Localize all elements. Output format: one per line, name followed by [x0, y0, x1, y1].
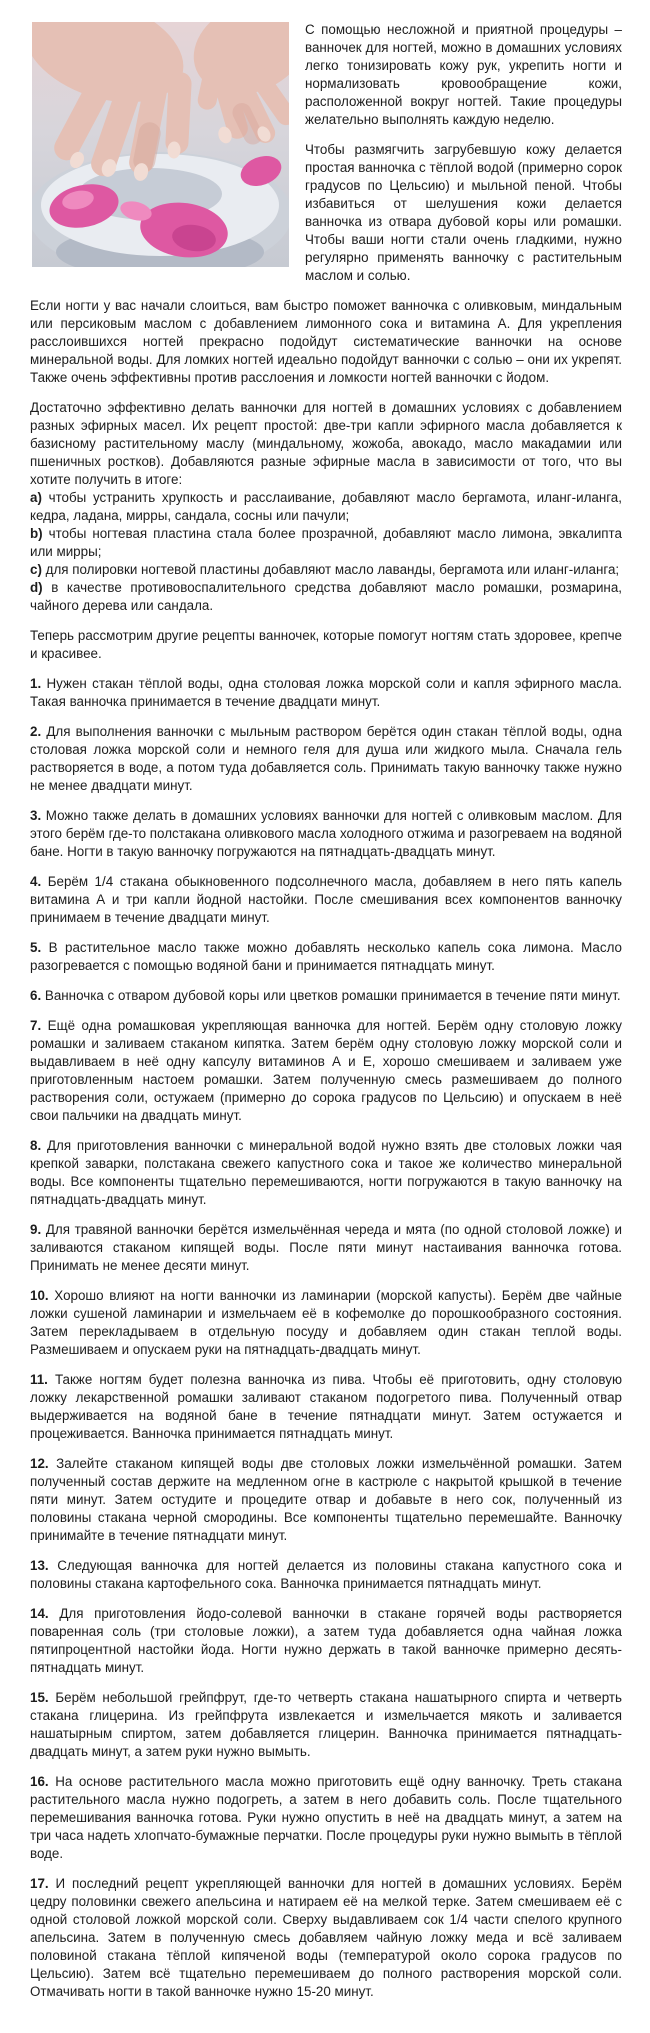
oil-item-b-label: b)	[30, 526, 43, 541]
recipe-item-12	[30, 1455, 622, 1545]
recipe-item-9	[30, 1221, 622, 1275]
oil-item-d-text: в качестве противовоспалительного средства добавляют масло ромашки, розмарина, чайного дерева или сандала.	[30, 580, 622, 613]
recipe-15-text: Берём небольшой грейпфрут, где-то четверть стакана нашатырного спирта и четверть стакана глицерина. Из грейпфрута извлекается и измельчается мякоть и заливается нашатырным спиртом, затем добавляется глицерин. Ванночка принимается пятнадцать-двадцать минут, а затем руки нужно вымыть.	[30, 1690, 622, 1759]
recipe-7-text: Ещё одна ромашковая укрепляющая ванночка для ногтей. Берём одну столовую ложку ромашки и заливаем стаканом кипятка. Затем берём одну столовую ложку морской соли и выдавливаем в неё одну капсулу витаминов А и Е, хорошо смешиваем и заливаем уже приготовленным настоем ромашки. Затем полученную смесь размешиваем до полного растворения соли, остужаем (примерно до сорока градусов по Цельсию) и опускаем в неё свои пальчики на двадцать минут.	[30, 1018, 622, 1123]
oil-item-c-label: c)	[30, 562, 42, 577]
intro-paragraph-3: Если ногти у вас начали слоиться, вам быстро поможет ванночка с оливковым, миндальным или персиковым маслом с добавлением лимонного сока и витамина А. Для укрепления расслоившихся ногтей прекрасно подойдут систематические ванночки на основе минеральной воды. Для ломких ногтей идеально подойдут ванночки с солью – они их укрепят. Также очень эффективны против расслоения и ломкости ногтей ванночки с йодом.	[30, 298, 622, 385]
recipe-1-text: Нужен стакан тёплой воды, одна столовая ложка морской соли и капля эфирного масла. Такая ванночка принимается в течение двадцати минут.	[30, 676, 622, 709]
recipe-2-text: Для выполнения ванночки с мыльным раствором берётся один стакан тёплой воды, одна столовая ложка морской соли и немного геля для душа или жидкого мыла. Сначала гель растворяется в воде, а потом туда добавляется соль. Принимать такую ванночку также нужно не менее двадцати минут.	[30, 724, 622, 793]
recipe-4-number: 4.	[30, 874, 42, 889]
recipe-item-13	[30, 1557, 622, 1593]
oil-item-c-text: для полировки ногтевой пластины добавляют масло лаванды, бергамота или иланг-иланга;	[45, 562, 620, 577]
recipe-10-text: Хорошо влияют на ногти ванночки из ламинарии (морской капусты). Берём две чайные ложки сушеной ламинарии и измельчаем её в кофемолке до порошкообразного состояния. Затем перекладываем в отдельную посуду и добавляем один стакан теплой воды. Размешиваем и опускаем руки на пятнадцать-двадцать минут.	[30, 1288, 622, 1357]
recipe-12-number: 12.	[30, 1456, 49, 1471]
recipe-14-text: Для приготовления йодо-солевой ванночки в стакане горячей воды растворяется поваренная соль (три столовые ложки), а затем туда добавляется одна чайная ложка пятипроцентной настойки йода. Ногти нужно держать в такой ванночке примерно десять-пятнадцать минут.	[30, 1606, 622, 1675]
photo-hands-rose-petal-bath	[32, 22, 289, 267]
oil-item-a-text: чтобы устранить хрупкость и расслаивание, добавляют масло бергамота, иланг-иланга, кедра, ладана, мирры, сандала, сосны или пачули;	[30, 490, 622, 523]
recipe-17-text: И последний рецепт укрепляющей ванночки для ногтей в домашних условиях. Берём цедру половинки свежего апельсина и натираем её на мелкой терке. Затем смешиваем её с одной столовой ложкой морской соли. Сверху выдавливаем сок 1/4 части спелого крупного апельсина. Затем в полученную смесь добавляем чайную ложку меда и всё заливаем половиной стакана тёплой кипяченой воды (температурой около сорока градусов по Цельсию). Затем всё тщательно перемешиваем до полного растворения морской соли. Отмачивать ногти в такой ванночке нужно 15-20 минут.	[30, 1876, 622, 1999]
oils-intro-paragraph: Достаточно эффективно делать ванночки для ногтей в домашних условиях с добавлением разных эфирных масел. Их рецепт простой: две-три капли эфирного масла добавляется к базисному растительному маслу (миндальному, жожоба, авокадо, масло макадамии или пшеничных ростков). Добавляются разные эфирные масла в зависимости от того, что вы хотите получить в итоге:	[30, 400, 622, 487]
recipe-item-6	[30, 987, 622, 1005]
oil-item-d-label: d)	[30, 580, 43, 595]
oil-item-a	[30, 489, 622, 525]
recipe-6-number: 6.	[30, 988, 42, 1003]
recipe-3-text: Можно также делать в домашних условиях ванночки для ногтей с оливковым маслом. Для этого берём где-то полстакана оливкового масла холодного отжима и разогреваем на водяной бане. Ногти в такую ванночку погружаются на пятнадцать-двадцать минут.	[30, 808, 622, 859]
recipe-item-2	[30, 723, 622, 795]
recipe-item-14	[30, 1605, 622, 1677]
recipe-item-11	[30, 1371, 622, 1443]
recipe-item-3	[30, 807, 622, 861]
recipe-item-8	[30, 1137, 622, 1209]
recipe-11-text: Также ногтям будет полезна ванночка из пива. Чтобы её приготовить, одну столовую ложку лекарственной ромашки заливают стаканом подогретого пива. Полученный отвар выдерживается на водяной бане в течение пятнадцати минут. Затем остужается и процеживается. Ванночка принимается пятнадцать минут.	[30, 1372, 622, 1441]
recipe-item-7	[30, 1017, 622, 1125]
recipe-item-16	[30, 1773, 622, 1863]
recipe-item-15	[30, 1689, 622, 1761]
recipe-8-number: 8.	[30, 1138, 42, 1153]
oil-item-b	[30, 525, 622, 561]
oil-item-b-text: чтобы ногтевая пластина стала более прозрачной, добавляют масло лимона, эвкалипта или мирры;	[30, 526, 622, 559]
intro-paragraph-2: Чтобы размягчить загрубевшую кожу делается простая ванночка с тёплой водой (примерно сорок градусов по Цельсию) и мыльной пеной. Чтобы избавиться от шелушения кожи делается ванночка из отвара дубовой коры или ромашки. Чтобы ваши ногти стали очень гладкими, нужно регулярно применять ванночку с растительным маслом и солью.	[305, 142, 622, 283]
recipe-item-10	[30, 1287, 622, 1359]
recipe-item-17	[30, 1875, 622, 2001]
recipe-9-text: Для травяной ванночки берётся измельчённая череда и мята (по одной столовой ложке) и заливаются стаканом кипящей воды. После пяти минут настаивания ванночка готова. Принимать не менее десяти минут.	[30, 1222, 622, 1273]
recipe-7-number: 7.	[30, 1018, 42, 1033]
recipe-5-number: 5.	[30, 940, 42, 955]
recipe-1-number: 1.	[30, 676, 42, 691]
recipe-item-4	[30, 873, 622, 927]
recipe-item-5	[30, 939, 622, 975]
recipe-16-number: 16.	[30, 1774, 49, 1789]
oil-item-a-label: a)	[30, 490, 42, 505]
intro-paragraph-1: С помощью несложной и приятной процедуры – ванночек для ногтей, можно в домашних условиях легко тонизировать кожу рук, укрепить ногти и нормализовать кровообращение кожи, расположенной вокруг ногтей. Такие процедуры желательно выполнять каждую неделю.	[305, 22, 622, 127]
oil-item-d	[30, 579, 622, 615]
recipe-13-number: 13.	[30, 1558, 49, 1573]
recipe-16-text: На основе растительного масла можно приготовить ещё одну ванночку. Треть стакана растительного масла нужно подогреть, а затем в него добавить соль. После тщательного перемешивания ванночка готова. Руки нужно опустить в неё на двадцать минут, а затем на три часа надеть хлопчато-бумажные перчатки. После процедуры руки нужно вымыть в тёплой воде.	[30, 1774, 622, 1861]
recipe-17-number: 17.	[30, 1876, 49, 1891]
recipe-13-text: Следующая ванночка для ногтей делается из половины стакана капустного сока и половины стакана картофельного сока. Ванночка принимается пятнадцать минут.	[30, 1558, 622, 1591]
recipe-6-text: Ванночка с отваром дубовой коры или цветков ромашки принимается в течение пяти минут.	[44, 988, 621, 1003]
recipe-5-text: В растительное масло также можно добавлять несколько капель сока лимона. Масло разогревается с помощью водяной бани и принимается пятнадцать минут.	[30, 940, 622, 973]
hands-in-bowl-illustration	[32, 22, 289, 267]
oil-item-c	[30, 561, 622, 579]
recipes-intro-paragraph: Теперь рассмотрим другие рецепты ванночек, которые помогут ногтям стать здоровее, крепче и красивее.	[30, 628, 622, 661]
recipe-9-number: 9.	[30, 1222, 42, 1237]
recipe-14-number: 14.	[30, 1606, 49, 1621]
recipe-8-text: Для приготовления ванночки с минеральной водой нужно взять две столовых ложки чая крепкой заварки, полстакана свежего капустного сока и такое же количество минеральной воды. Все компоненты тщательно перемешиваются, ногти погружаются в такую ванночку на пятнадцать-двадцать минут.	[30, 1138, 622, 1207]
recipe-4-text: Берём 1/4 стакана обыкновенного подсолнечного масла, добавляем в него пять капель витамина А и три капли йодной настойки. После смешивания всех компонентов ванночку принимаем в течение двадцати минут.	[30, 874, 622, 925]
recipe-2-number: 2.	[30, 724, 42, 739]
recipe-item-1	[30, 675, 622, 711]
recipe-12-text: Залейте стаканом кипящей воды две столовых ложки измельчённой ромашки. Затем полученный состав держите на медленном огне в кастрюле с накрытой крышкой в течение пяти минут. Затем остудите и процедите отвар и добавьте в него сок, полученный из половины стакана черной смородины. Все компоненты тщательно перемешайте. Ванночку принимайте в течение пятнадцати минут.	[30, 1456, 622, 1543]
recipe-10-number: 10.	[30, 1288, 49, 1303]
recipe-11-number: 11.	[30, 1372, 48, 1387]
recipe-15-number: 15.	[30, 1690, 49, 1705]
recipe-3-number: 3.	[30, 808, 42, 823]
